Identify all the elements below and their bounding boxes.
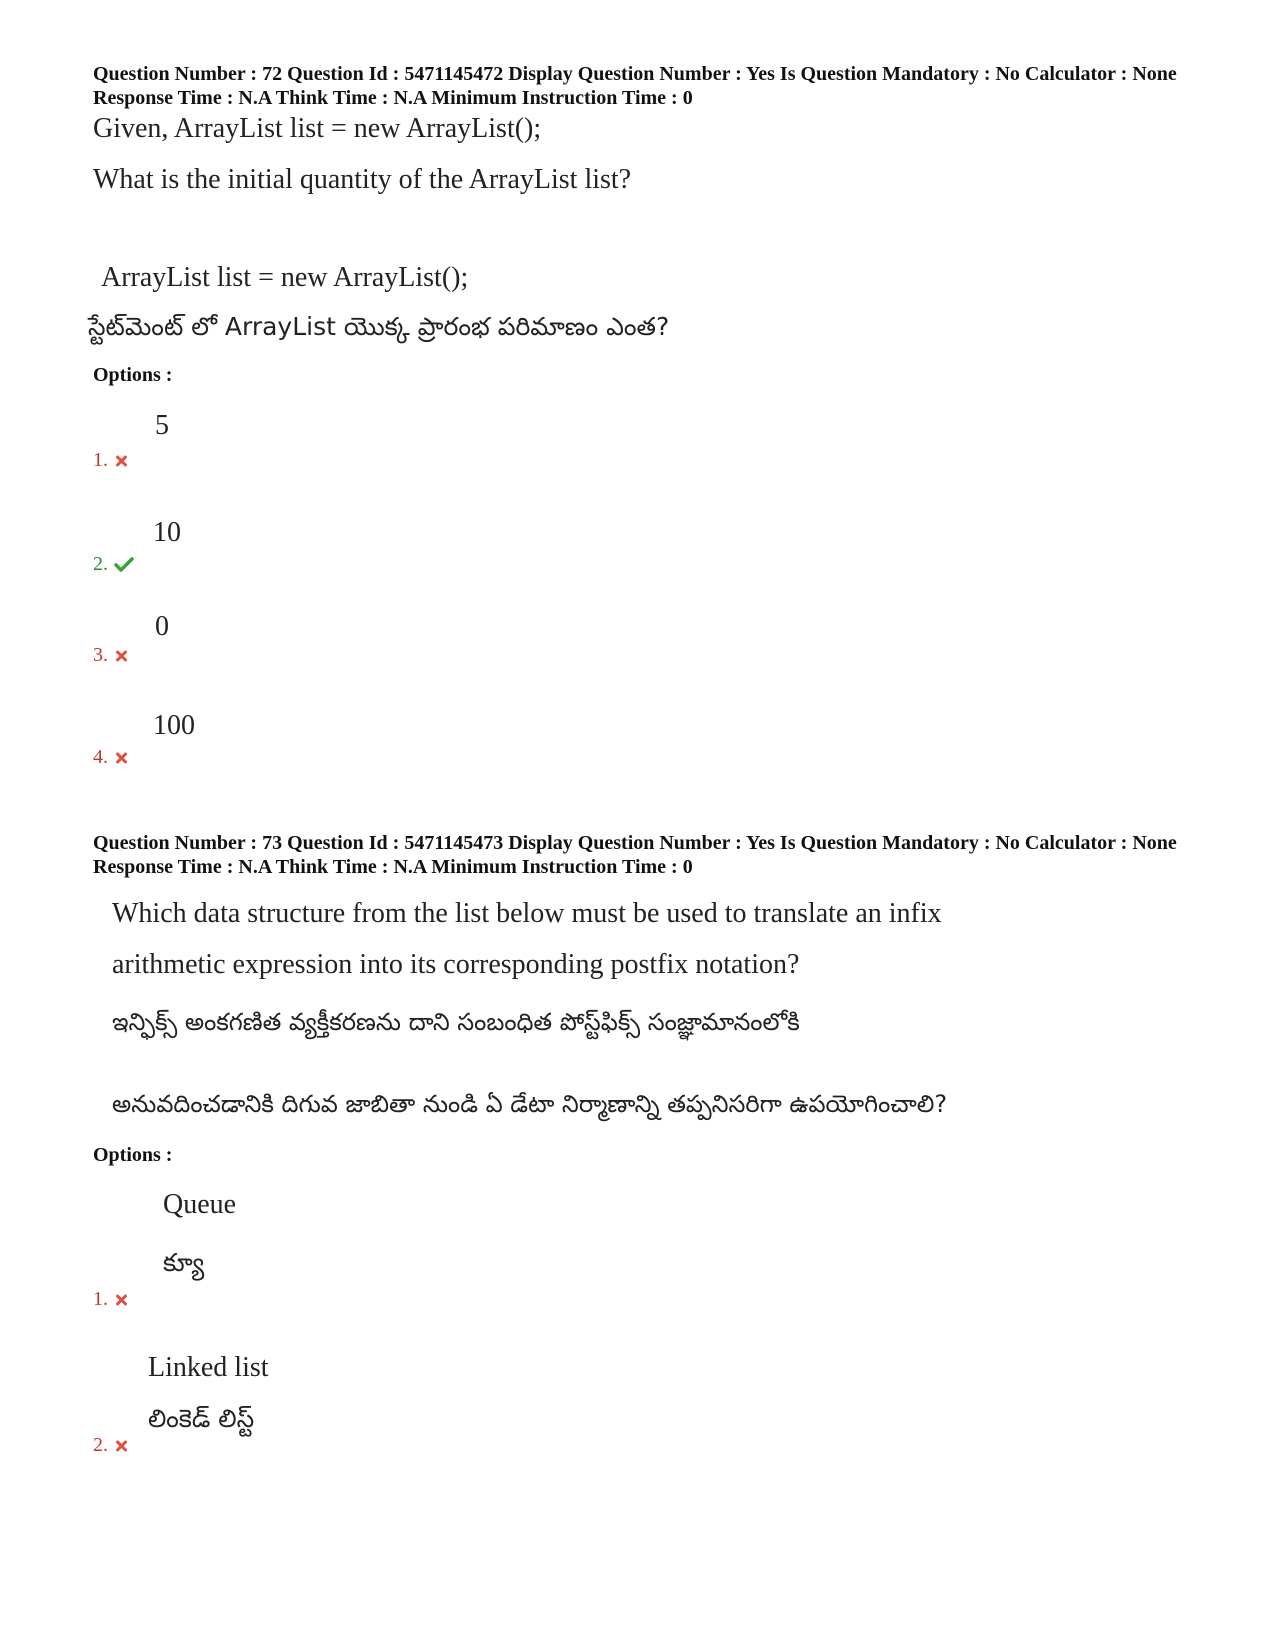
q72-options-label: Options : bbox=[93, 364, 173, 386]
q72-option-4[interactable] bbox=[93, 746, 128, 769]
q73-options-label: Options : bbox=[93, 1144, 173, 1166]
q73-option-1[interactable] bbox=[93, 1288, 128, 1311]
cross-icon bbox=[114, 649, 128, 663]
cross-icon bbox=[114, 751, 128, 765]
q72-text-en-1: Given, ArrayList list = new ArrayList(); bbox=[93, 113, 542, 144]
q72-text-te-2: స్టేట్‌మెంట్ లో ArrayList యొక్క ప్రారంభ పరిమాణం ఎంత? bbox=[88, 312, 670, 341]
q73-option-2[interactable] bbox=[93, 1434, 128, 1457]
q73-text-en-1: Which data structure from the list below must be used to translate an infix bbox=[112, 898, 942, 929]
q73-text-te-1: ఇన్ఫిక్స్ అంకగణిత వ్యక్తీకరణను దాని సంబంధిత పోస్ట్‌ఫిక్స్ సంజ్ఞామానంలోకి bbox=[112, 1008, 800, 1036]
q72-text-en-2: What is the initial quantity of the ArrayList list? bbox=[93, 164, 632, 195]
q73-option-1-number: 1. bbox=[93, 1288, 108, 1310]
q72-option-4-number: 4. bbox=[93, 746, 108, 768]
q73-option-1-value-te: క్యూ bbox=[163, 1248, 205, 1277]
cross-icon bbox=[114, 1439, 128, 1453]
q72-option-2-number: 2. bbox=[93, 553, 108, 575]
q73-text-en-2: arithmetic expression into its corresponding postfix notation? bbox=[112, 949, 800, 980]
q72-option-1-number: 1. bbox=[93, 449, 108, 471]
q72-option-2[interactable] bbox=[93, 553, 134, 576]
q72-option-3-number: 3. bbox=[93, 644, 108, 666]
q73-meta: Question Number : 73 Question Id : 5471145473 Display Question Number : Yes Is Question Mandatory : No Calculator : None Response Time : N.A Think Time : N.A Minimum Instruction Time : 0 bbox=[93, 832, 1177, 878]
cross-icon bbox=[114, 1293, 128, 1307]
q72-option-3-value: 0 bbox=[155, 611, 169, 642]
q72-option-2-value: 10 bbox=[153, 517, 181, 548]
q72-option-1[interactable] bbox=[93, 449, 128, 472]
cross-icon bbox=[114, 454, 128, 468]
q73-option-1-value-en: Queue bbox=[163, 1189, 237, 1220]
q73-text-te-2: అనువదించడానికి దిగువ జాబితా నుండి ఏ డేటా నిర్మాణాన్ని తప్పనిసరిగా ఉపయోగించాలి? bbox=[112, 1090, 948, 1118]
q72-option-1-value: 5 bbox=[155, 410, 169, 441]
q72-option-3[interactable] bbox=[93, 644, 128, 667]
q72-meta: Question Number : 72 Question Id : 5471145472 Display Question Number : Yes Is Question Mandatory : No Calculator : None Response Time : N.A Think Time : N.A Minimum Instruction Time : 0 bbox=[93, 63, 1177, 109]
q73-option-2-value-en: Linked list bbox=[148, 1352, 269, 1383]
q72-text-te-1: ArrayList list = new ArrayList(); bbox=[101, 262, 469, 293]
q73-option-2-value-te: లింకెడ్ లిస్ట్ bbox=[148, 1404, 255, 1433]
q73-option-2-number: 2. bbox=[93, 1434, 108, 1456]
check-icon bbox=[114, 557, 134, 573]
q72-option-4-value: 100 bbox=[153, 710, 195, 741]
